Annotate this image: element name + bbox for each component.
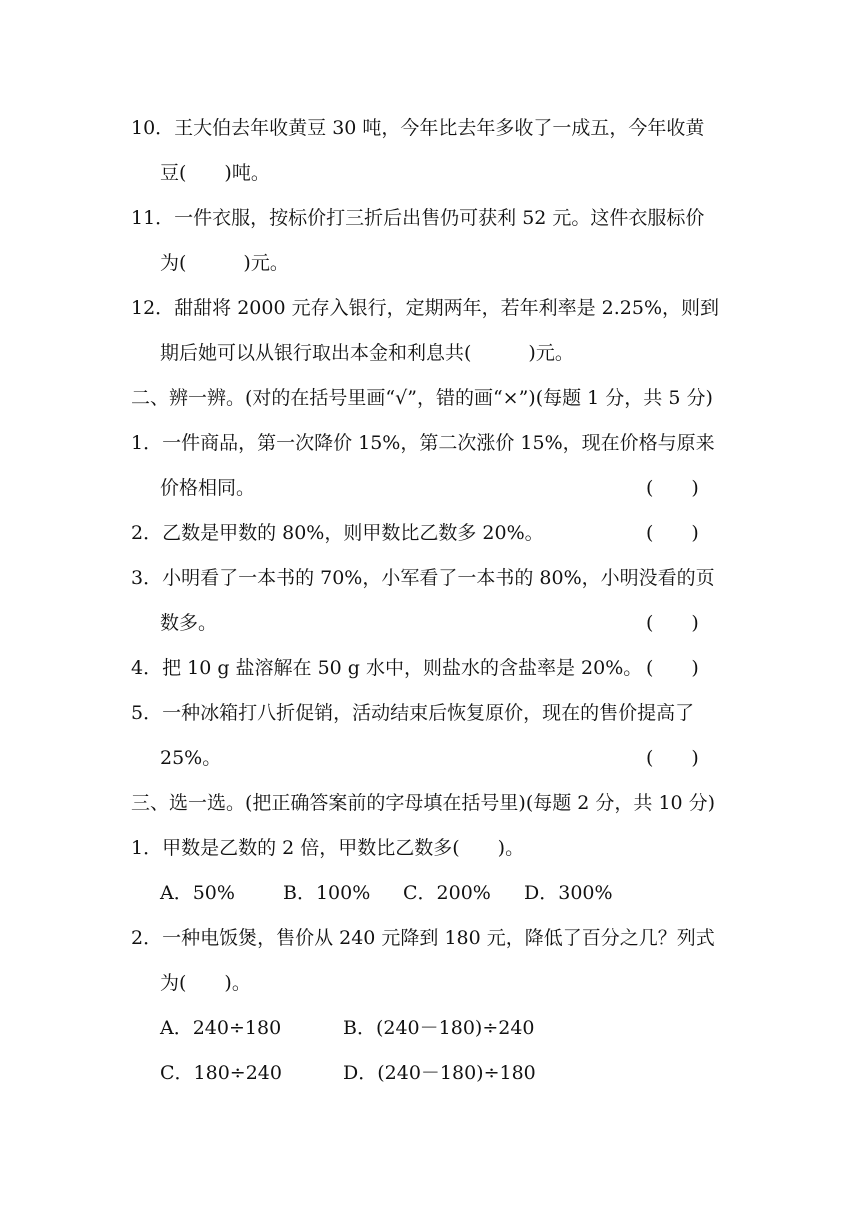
q10-line2: 豆( )吨。 — [160, 162, 270, 184]
choice1-option-b: B．100% — [283, 882, 371, 904]
judge4-answer-paren: ( ) — [646, 657, 699, 679]
choice2-option-d: D．(240－180)÷180 — [343, 1062, 536, 1084]
judge2-answer-paren: ( ) — [646, 522, 699, 544]
judge5-line1: 5．一种冰箱打八折促销，活动结束后恢复原价，现在的售价提高了 — [131, 702, 695, 724]
q12-line1: 12．甜甜将 2000 元存入银行，定期两年，若年利率是 2.25%，则到 — [131, 297, 720, 319]
choice2-option-b: B．(240－180)÷240 — [343, 1017, 535, 1039]
q11-line2: 为( )元。 — [160, 252, 289, 274]
choice1-stem: 1．甲数是乙数的 2 倍，甲数比乙数多( )。 — [131, 837, 525, 859]
choice2-line1: 2．一种电饭煲，售价从 240 元降到 180 元，降低了百分之几？列式 — [131, 927, 715, 949]
section3-title: 三、选一选。(把正确答案前的字母填在括号里)(每题 2 分，共 10 分) — [131, 792, 716, 814]
choice2-line2: 为( )。 — [160, 972, 251, 994]
judge3-line2: 数多。 — [160, 612, 218, 634]
judge3-answer-paren: ( ) — [646, 612, 699, 634]
judge2-line1: 2．乙数是甲数的 80%，则甲数比乙数多 20%。 — [131, 522, 544, 544]
judge1-line2: 价格相同。 — [160, 477, 256, 499]
judge3-line1: 3．小明看了一本书的 70%，小军看了一本书的 80%，小明没看的页 — [131, 567, 715, 589]
judge1-answer-paren: ( ) — [646, 477, 699, 499]
judge5-answer-paren: ( ) — [646, 747, 699, 769]
judge4-line1: 4．把 10 g 盐溶解在 50 g 水中，则盐水的含盐率是 20%。 — [131, 657, 643, 679]
choice2-option-c: C．180÷240 — [160, 1062, 282, 1084]
q10-line1: 10．王大伯去年收黄豆 30 吨，今年比去年多收了一成五，今年收黄 — [131, 117, 705, 139]
judge5-line2: 25%。 — [160, 747, 222, 769]
choice1-option-d: D．300% — [524, 882, 613, 904]
choice1-option-c: C．200% — [403, 882, 491, 904]
choice1-option-a: A．50% — [160, 882, 235, 904]
q11-line1: 11．一件衣服，按标价打三折后出售仍可获利 52 元。这件衣服标价 — [131, 207, 705, 229]
judge1-line1: 1．一件商品，第一次降价 15%，第二次涨价 15%，现在价格与原来 — [131, 432, 715, 454]
choice2-option-a: A．240÷180 — [160, 1017, 282, 1039]
q12-line2: 期后她可以从银行取出本金和利息共( )元。 — [160, 342, 574, 364]
section2-title: 二、辨一辨。(对的在括号里画“√”，错的画“×”)(每题 1 分，共 5 分) — [131, 387, 713, 409]
